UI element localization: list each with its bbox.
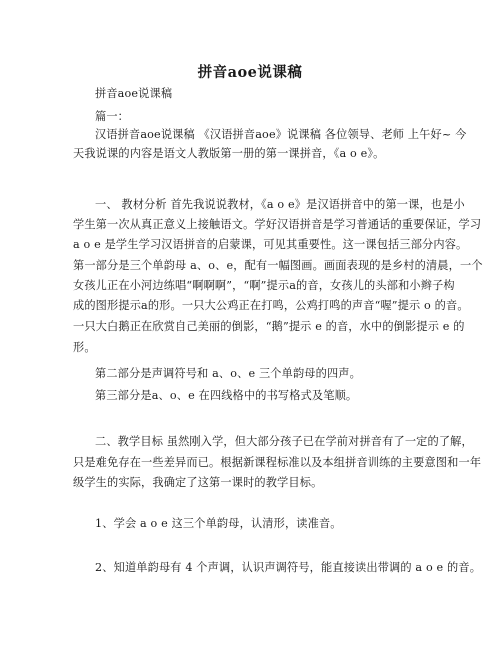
- section2-line: 级学生的实际，我确定了这第一课时的教学目标。: [73, 476, 323, 489]
- page-title: 拼音aoe说课稿: [197, 64, 303, 81]
- section1-line: 学生第一次从真正意义上接触语文。学好汉语拼音是学习普通话的重要保证，学习: [73, 218, 482, 231]
- section2-line: 二、教学目标 虽然刚入学，但大部分孩子已在学前对拼音有了一定的了解，: [95, 435, 473, 448]
- part-label: 篇一：: [95, 110, 130, 123]
- section1-line: 一、 教材分析 首先我说说教材，《a o e》是汉语拼音中的第一课，也是小: [95, 198, 465, 211]
- section1-line: 成的图形提示a的形。一只大公鸡正在打鸣，公鸡打鸣的声音“喔”提示 o 的音。: [73, 299, 469, 312]
- section1-line: 第一部分是三个单韵母 a、o、e，配有一幅图画。画面表现的是乡村的清晨，一个: [73, 259, 483, 272]
- goal-item-2: 2、知道单韵母有 4 个声调，认识声调符号，能直接读出带调的 a o e 的音。: [95, 561, 482, 574]
- intro-line: 汉语拼音aoe说课稿 《汉语拼音aoe》说课稿 各位领导、老师 上午好~ 今: [95, 128, 467, 141]
- section1-part2: 第二部分是声调符号和 a、o、e 三个单韵母的四声。: [95, 367, 361, 380]
- section1-line: a o e 是学生学习汉语拼音的启蒙课，可见其重要性。这一课包括三部分内容。: [73, 238, 468, 251]
- section1-part3: 第三部分是a、o、e 在四线格中的书写格式及笔顺。: [95, 389, 358, 402]
- section1-line: 女孩儿正在小河边练唱“啊啊啊”，“啊”提示a的音，女孩儿的头部和小辫子构: [73, 279, 455, 292]
- section2-line: 只是难免存在一些差异而已。根据新课程标准以及本组拼音训练的主要意图和一年: [73, 456, 482, 469]
- section1-line: 形。: [73, 341, 96, 354]
- subtitle: 拼音aoe说课稿: [95, 87, 173, 100]
- goal-item-1: 1、学会 a o e 这三个单韵母，认清形，读准音。: [95, 517, 342, 530]
- section1-line: 一只大白鹅正在欣赏自己美丽的倒影，“鹅”提示 e 的音，水中的倒影提示 e 的: [73, 320, 465, 333]
- intro-line: 天我说课的内容是语文人教版第一册的第一课拼音，《a o e》。: [73, 147, 385, 160]
